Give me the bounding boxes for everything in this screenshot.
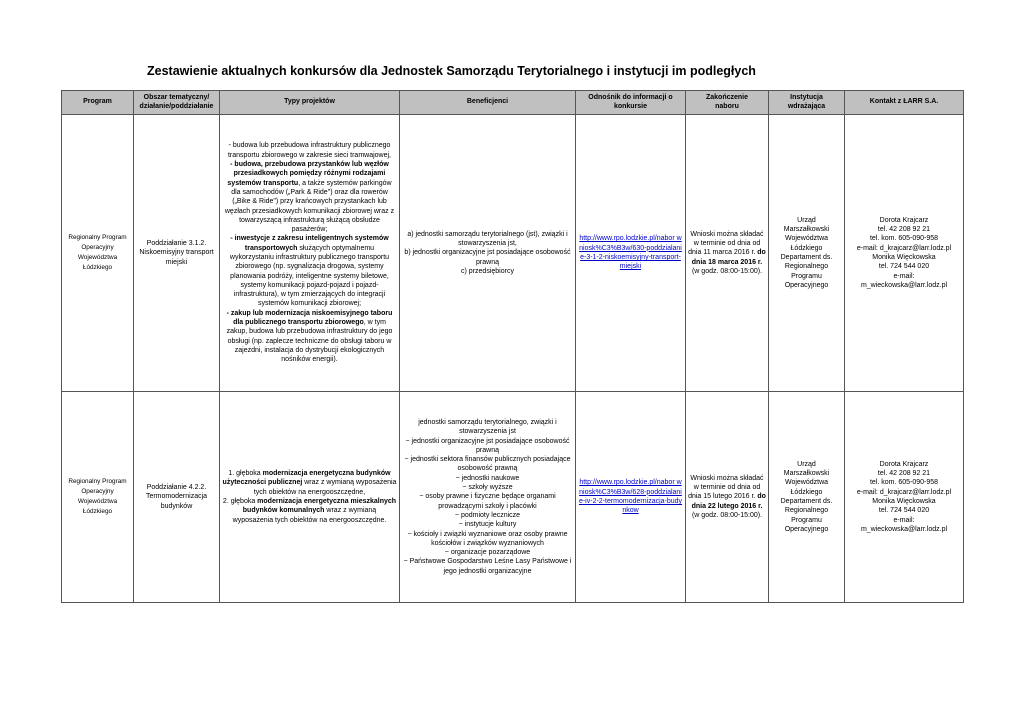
header-program: Program (62, 91, 134, 115)
list-item: − Państwowe Gospodarstwo Leśne Lasy Państwowe i jego jednostki organizacyjne (403, 558, 572, 575)
kontakt-cell: Dorota Krajcarz tel. 42 208 92 21 tel. kom. 605-090-958 e-mail: d_krajcarz@larr.lodz.pl Monika Więckowska tel. 724 544 020 e-mail: m_wieckowska@larr.lodz.pl (845, 392, 964, 603)
list-item: − szkoły wyższe (462, 484, 513, 492)
header-odnosnik: Odnośnik do informacji o konkursie (576, 91, 686, 115)
list-item: − kościoły i związki wyznaniowe oraz osoby prawne kościołów i związków wyznaniowych (407, 530, 568, 547)
beneficjenci-cell (400, 392, 576, 603)
typy-cell (220, 115, 400, 392)
zakonczenie-cell: Wnioski można składać w terminie od dnia od dnia 11 marca 2016 r. do dnia 18 marca 2016 r. (w godz. 08:00-15:00). (686, 115, 769, 392)
zakonczenie-cell: Wnioski można składać w terminie od dnia od dnia 15 lutego 2016 r. do dnia 22 lutego 2016 r. (w godz. 08:00-15:00). (686, 392, 769, 603)
header-instytucja: Instytucja wdrażająca (769, 91, 845, 115)
list-item: − jednostki naukowe (455, 474, 520, 482)
table-row (62, 115, 964, 392)
list-item: − jednostki sektora finansów publicznych posiadające osobowość prawną (404, 456, 571, 473)
type-item: - inwestycje z zakresu inteligentnych systemów transportowych służących optymalnemu wykorzystaniu infrastruktury publicznego transportu zbiorowego (np. sygnalizacja drogowa, systemy planowania podróży, inteligentne systemy biletowe, systemy komunikacji pojazd-pojazd i pojazd-infrastruktura), w tym zmierzających do integracji systemów komunikacji zbiorowej; (229, 235, 390, 308)
list-item: a) jednostki samorządu terytorialnego (jst), związki i stowarzyszenia jst, (407, 230, 568, 248)
list-item: − podmioty lecznicze (454, 511, 521, 519)
type-item: - zakup lub modernizacja niskoemisyjnego taboru dla publicznego transportu zbiorowego, w tym zakup, budowa lub przebudowa infrastruktury do jego obsługi (np. zaplecze techniczne do obsługi taboru w zajezdni, instalacja do dystrybucji ekologicznych nośników energii). (226, 309, 393, 364)
list-item: jednostki samorządu terytorialnego, związki i stowarzyszenia jst (418, 418, 557, 436)
kontakt-cell: Dorota Krajcarz tel. 42 208 92 21 tel. kom. 605-090-958 e-mail: d_krajcarz@larr.lodz.pl Monika Więckowska tel. 724 544 020 e-mail: m_wieckowska@larr.lodz.pl (845, 115, 964, 392)
header-beneficjenci: Beneficjenci (400, 91, 576, 115)
list-item: b) jednostki organizacyjne jst posiadające osobowość prawną (404, 249, 571, 266)
odnosnik-cell (576, 392, 686, 603)
list-item: c) przedsiębiorcy (461, 267, 514, 275)
header-zakonczenie: Zakończenie naboru (686, 91, 769, 115)
header-obszar: Obszar tematyczny/ działanie/poddziałanie (134, 91, 220, 115)
program-cell: Regionalny Program Operacyjny Województwa Łódzkiego (62, 392, 134, 603)
beneficjenci-cell (400, 115, 576, 392)
type-item: 1. głęboka modernizacja energetyczna budynków użyteczności publicznej wraz z wymianą wyposażenia tych obiektów na energooszczędne, (222, 470, 397, 496)
obszar-cell: Poddziałanie 4.2.2. Termomodernizacja budynków (134, 392, 220, 603)
instytucja-cell: Urząd Marszałkowski Województwa Łódzkiego Departament ds. Regionalnego Programu Operacyjnego (769, 115, 845, 392)
list-item: − osoby prawne i fizyczne będące organami prowadzącymi szkoły i placówki (419, 493, 556, 510)
header-typy: Typy projektów (220, 91, 400, 115)
list-item: − organizacje pozarządowe (444, 549, 531, 557)
obszar-cell: Poddziałanie 3.1.2. Niskoemisyjny transport miejski (134, 115, 220, 392)
header-kontakt: Kontakt z ŁARR S.A. (845, 91, 964, 115)
list-item: − jednostki organizacyjne jst posiadające osobowość prawną (405, 437, 570, 454)
program-cell: Regionalny Program Operacyjny Województwa Łódzkiego (62, 115, 134, 392)
type-item: - budowa, przebudowa przystanków lub węzłów przesiadkowych pomiędzy różnymi rodzajami systemów transportu, a także systemów parkingów dla samochodów („Park & Ride") oraz dla rowerów („Bike & Ride") przy krańcowych przystankach lub węzłach przesiadkowych komunikacji zbiorowej wraz z towarzyszącą infrastrukturą służącą obsłudze pasażerów; (224, 161, 395, 234)
type-item: - budowa lub przebudowa infrastruktury publicznego transportu zbiorowego w zakresie sieci tramwajowej, (227, 142, 391, 159)
header-row (62, 91, 964, 115)
list-item: − instytucje kultury (458, 521, 517, 529)
typy-cell (220, 392, 400, 603)
odnosnik-cell (576, 115, 686, 392)
instytucja-cell: Urząd Marszałkowski Województwa Łódzkiego Departament ds. Regionalnego Programu Operacyjnego (769, 392, 845, 603)
competition-link[interactable]: http://www.rpo.lodzkie.pl/nabor wniosk%C3%B3w/628-poddzialanie-iv-2-2-termomodernizacja-budynkow (578, 479, 683, 515)
competition-link[interactable]: http://www.rpo.lodzkie.pl/nabor wniosk%C3%B3w/630-poddzialanie-3-1-2-niskoemisyjny-transport-miejski (579, 235, 682, 271)
table-row (62, 392, 964, 603)
competitions-table (61, 90, 964, 603)
type-item: 2. głęboka modernizacja energetyczna mieszkalnych budynków komunalnych wraz z wymianą wyposażenia tych obiektów na energooszczędne. (222, 498, 397, 524)
document-title: Zestawienie aktualnych konkursów dla Jednostek Samorządu Terytorialnego i instytucji im podległych (147, 64, 756, 78)
